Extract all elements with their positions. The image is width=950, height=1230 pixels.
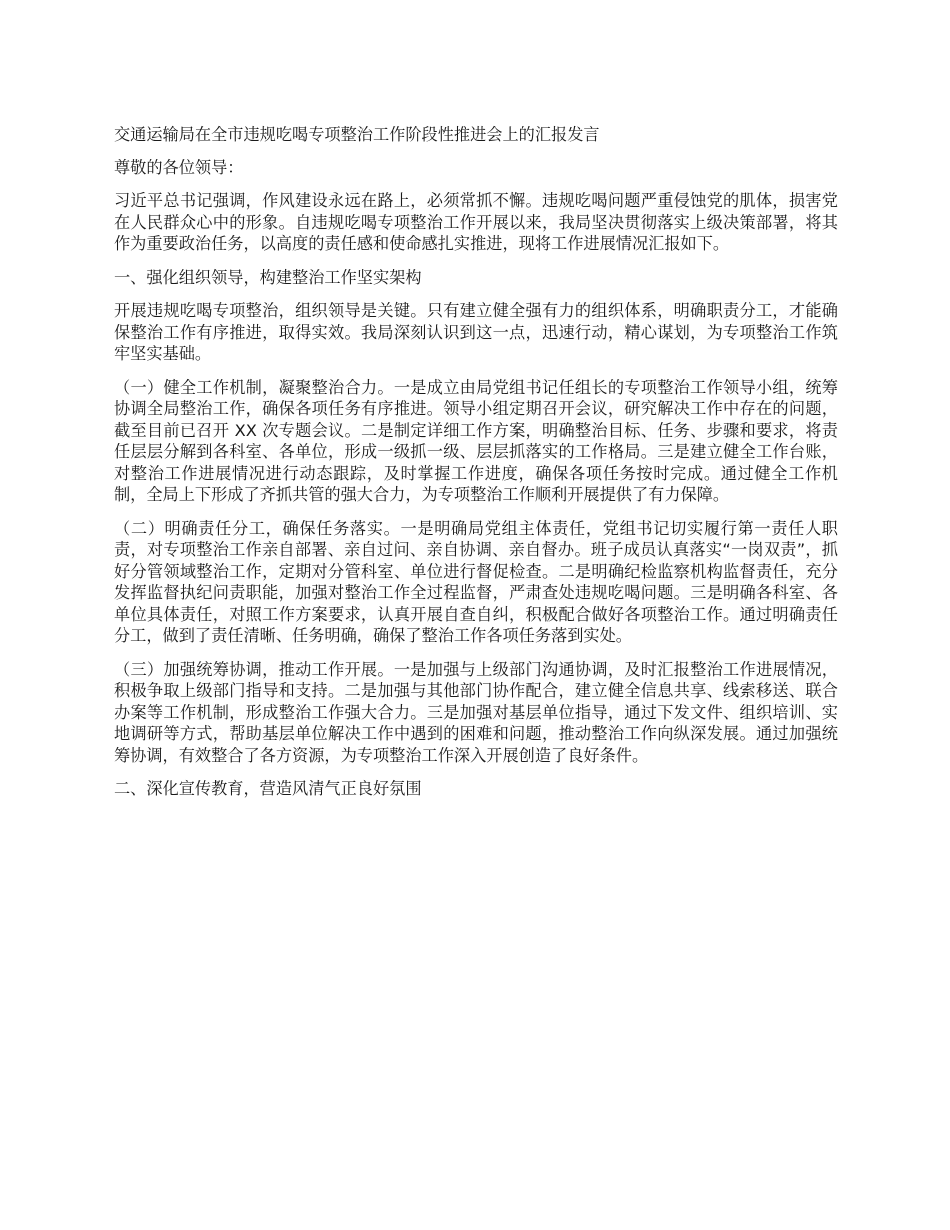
salutation: 尊敬的各位领导： [114, 157, 244, 177]
paragraph-subsection-2: （二）明确责任分工，确保任务落实。一是明确局党组主体责任，党组书记切实履行第一责任人职责，对专项整治工作亲自部署、亲自过问、亲自协调、亲自督办。班子成员认真落实“一岗双责”，抓好分管领域整治工作，定期对分管科室、单位进行督促检查。二是明确纪检监察机构监督责任，充分发挥监督执纪问责职能，加强对整治工作全过程监督，严肃查处违规吃喝问题。三是明确各科室、各单位具体责任，对照工作方案要求，认真开展自查自纠，积极配合做好各项整治工作。通过明确责任分工，做到了责任清晰、任务明确，确保了整治工作各项任务落到实处。 [114, 518, 838, 645]
document-page [114, 124, 838, 812]
section-heading-2: 二、深化宣传教育，营造风清气正良好氛围 [114, 779, 422, 798]
paragraph-section-1-intro: 开展违规吃喝专项整治，组织领导是关键。只有建立健全强有力的组织体系，明确职责分工，才能确保整治工作有序推进，取得实效。我局深刻认识到这一点，迅速行动，精心谋划，为专项整治工作筑牢坚实基础。 [114, 301, 838, 363]
document-title: 交通运输局在全市违规吃喝专项整治工作阶段性推进会上的汇报发言 [114, 125, 600, 144]
section-heading-1: 一、强化组织领导，构建整治工作坚实架构 [114, 267, 422, 287]
paragraph-intro: 习近平总书记强调，作风建设永远在路上，必须常抓不懈。违规吃喝问题严重侵蚀党的肌体，损害党在人民群众心中的形象。自违规吃喝专项整治工作开展以来，我局坚决贯彻落实上级决策部署，将其作为重要政治任务，以高度的责任感和使命感扎实推进，现将工作进展情况汇报如下。 [114, 191, 838, 253]
paragraph-subsection-3: （三）加强统筹协调，推动工作开展。一是加强与上级部门沟通协调，及时汇报整治工作进展情况，积极争取上级部门指导和支持。二是加强与其他部门协作配合，建立健全信息共享、线索移送、联合办案等工作机制，形成整治工作强大合力。三是加强对基层单位指导，通过下发文件、组织培训、实地调研等方式，帮助基层单位解决工作中遇到的困难和问题，推动整治工作向纵深发展。通过加强统筹协调，有效整合了各方资源，为专项整治工作深入开展创造了良好条件。 [114, 659, 838, 765]
paragraph-subsection-1: （一）健全工作机制，凝聚整治合力。一是成立由局党组书记任组长的专项整治工作领导小组，统筹协调全局整治工作，确保各项任务有序推进。领导小组定期召开会议，研究解决工作中存在的问题，截至目前已召开 XX 次专题会议。二是制定详细工作方案，明确整治目标、任务、步骤和要求，将责任层层分解到各科室、各单位，形成一级抓一级、层层抓落实的工作格局。三是建立健全工作台账，对整治工作进展情况进行动态跟踪，及时掌握工作进度，确保各项任务按时完成。通过健全工作机制，全局上下形成了齐抓共管的强大合力，为专项整治工作顺利开展提供了有力保障。 [114, 377, 838, 504]
